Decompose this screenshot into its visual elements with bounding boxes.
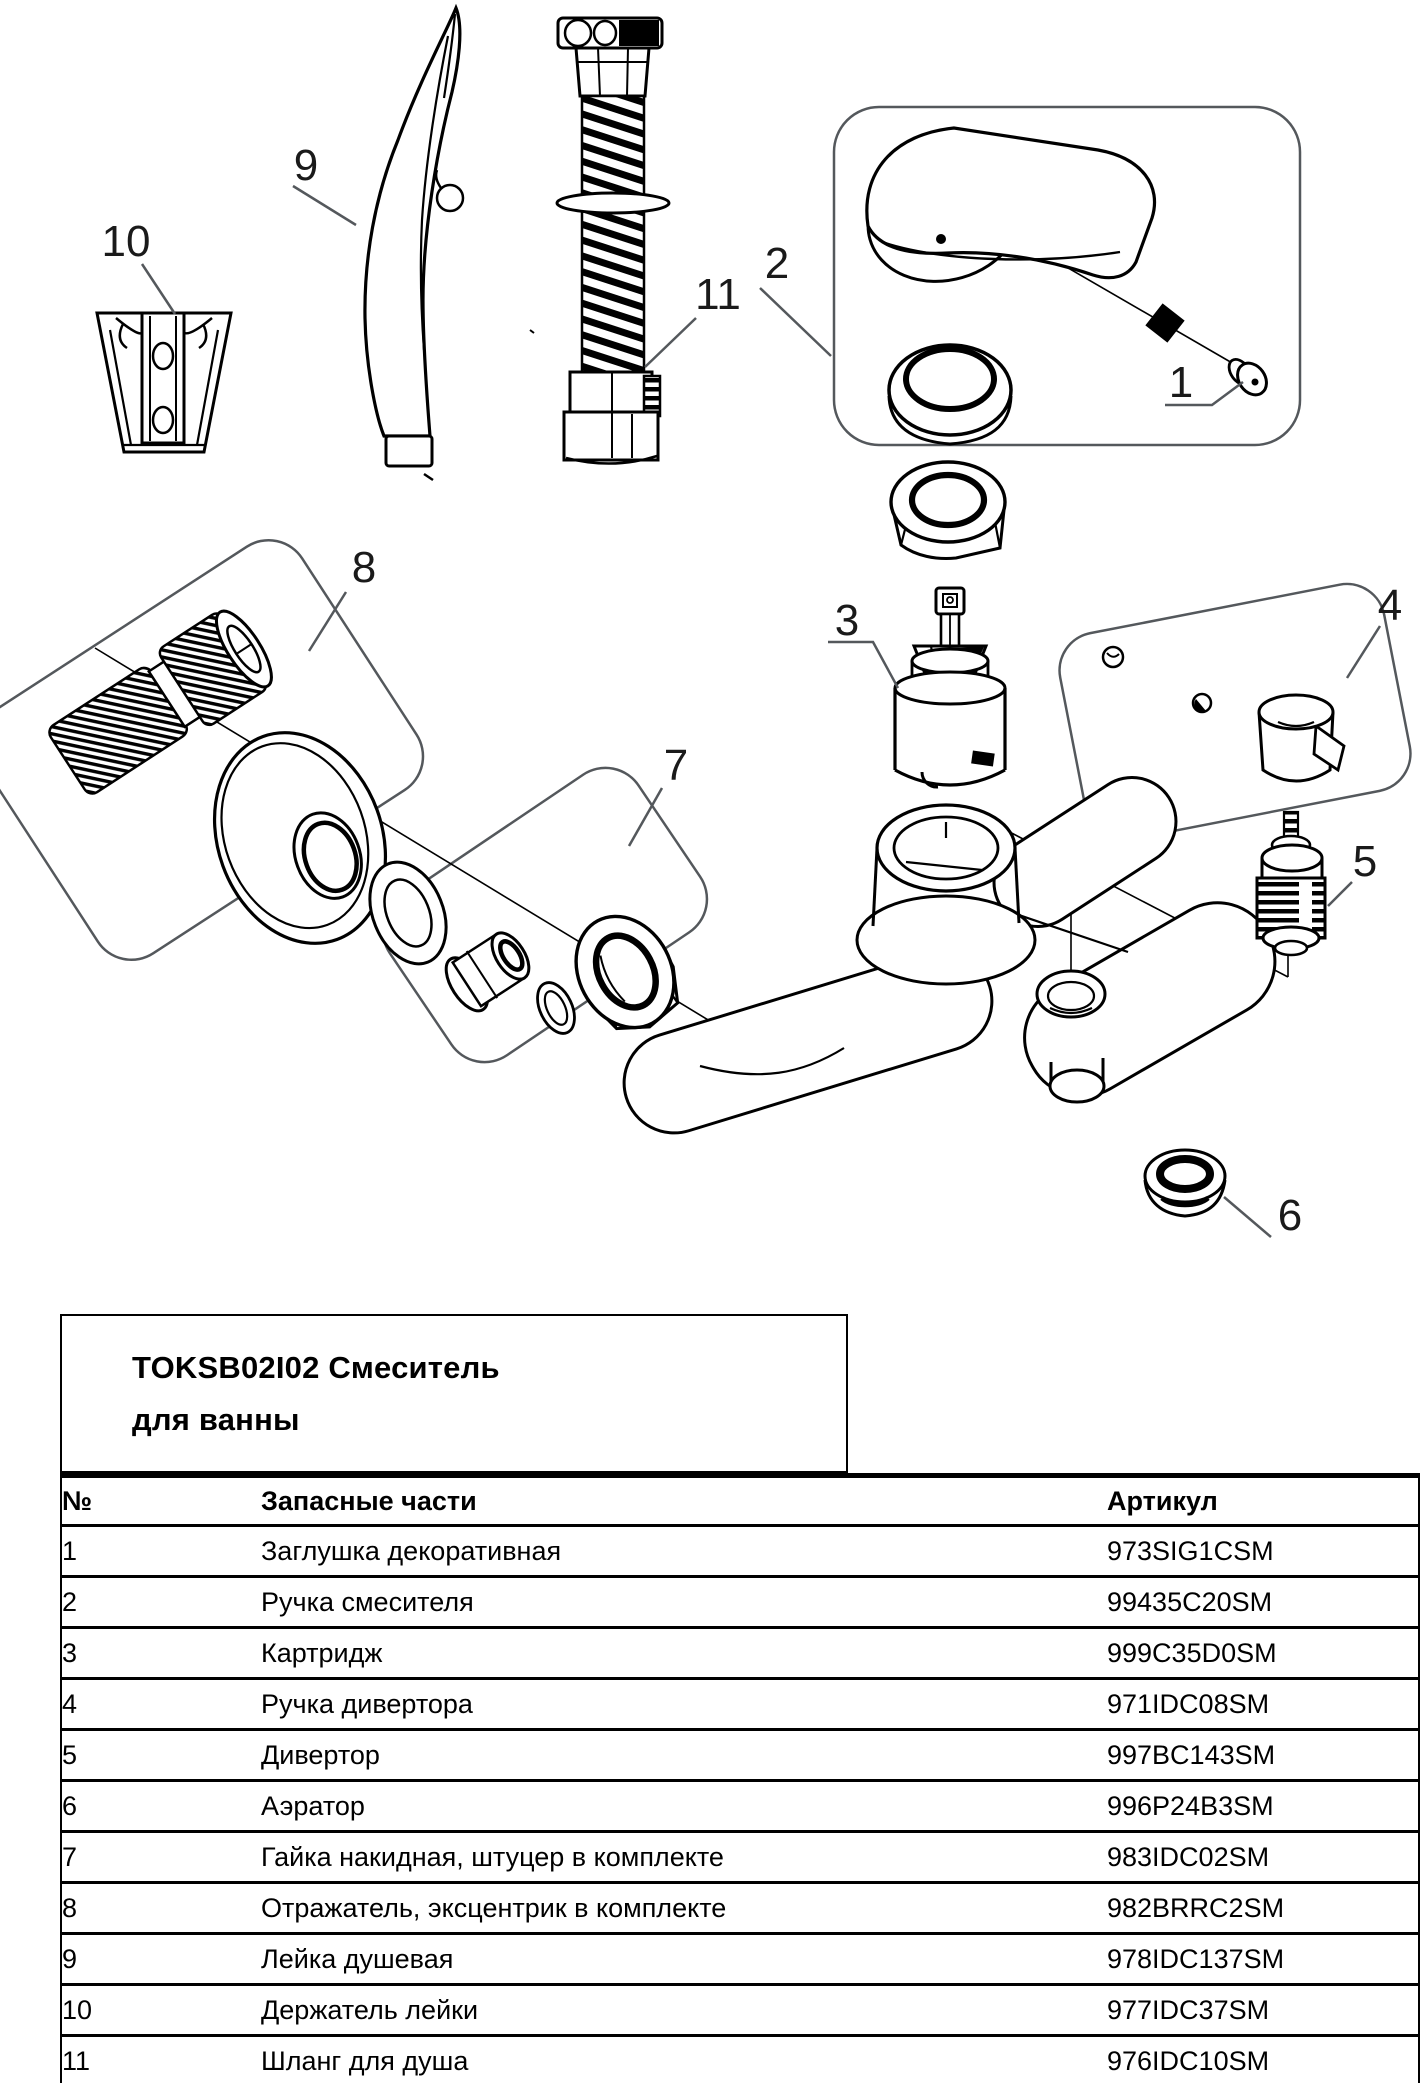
row-article: 977IDC37SM — [1107, 1994, 1270, 2025]
part-4-screws — [1103, 647, 1211, 712]
handle-lock-nut — [891, 462, 1005, 558]
callout-2: 2 — [764, 239, 790, 288]
row-num: 2 — [62, 1586, 78, 1617]
row-num: 10 — [62, 1994, 93, 2025]
leader-8 — [309, 592, 346, 651]
row-name: Гайка накидная, штуцер в комплекте — [261, 1841, 724, 1872]
callout-1: 1 — [1168, 358, 1194, 407]
row-article: 978IDC137SM — [1107, 1943, 1285, 1974]
row-name: Дивертор — [261, 1739, 380, 1770]
part-7-fitting — [438, 923, 539, 1017]
row-article: 999C35D0SM — [1107, 1637, 1277, 1668]
part-6-aerator — [1145, 1150, 1225, 1216]
callout-5: 5 — [1352, 837, 1378, 886]
row-name: Аэратор — [261, 1790, 365, 1821]
table-row — [61, 1679, 1419, 1730]
row-name: Заглушка декоративная — [261, 1535, 562, 1566]
leader-4 — [1347, 626, 1380, 678]
row-name: Ручка смесителя — [261, 1586, 474, 1617]
callout-10: 10 — [101, 217, 151, 266]
callout-7: 7 — [663, 741, 689, 790]
part-10-shower-holder — [97, 313, 231, 452]
row-article: 971IDC08SM — [1107, 1688, 1270, 1719]
part-11-shower-hose — [530, 18, 669, 464]
callout-9: 9 — [293, 141, 319, 190]
table-row — [61, 1934, 1419, 1985]
row-article: 997BC143SM — [1107, 1739, 1276, 1770]
table-row — [61, 2036, 1419, 2083]
part-7-cap-nut — [557, 899, 694, 1046]
part-3-cartridge — [895, 588, 1005, 787]
product-title-line2: для ванны — [132, 1402, 300, 1437]
leader-6 — [1224, 1197, 1271, 1237]
parts-table — [60, 1473, 1420, 2083]
product-title-box — [60, 1314, 848, 1473]
row-num: 9 — [62, 1943, 78, 1974]
row-name: Шланг для душа — [261, 2045, 469, 2076]
header-article: Артикул — [1107, 1485, 1218, 1516]
callout-6: 6 — [1277, 1191, 1303, 1240]
row-name: Держатель лейки — [261, 1994, 479, 2025]
table-row — [61, 1985, 1419, 2036]
row-num: 8 — [62, 1892, 78, 1923]
faucet-body — [612, 761, 1296, 1146]
leader-9 — [293, 186, 356, 225]
callout-11: 11 — [695, 270, 741, 319]
table-row — [61, 1883, 1419, 1934]
table-row — [61, 1730, 1419, 1781]
leader-11 — [645, 318, 696, 367]
row-name: Отражатель, эксцентрик в комплекте — [261, 1892, 727, 1923]
row-name: Ручка дивертора — [261, 1688, 473, 1719]
leader-10 — [142, 264, 175, 314]
row-article: 982BRRC2SM — [1107, 1892, 1285, 1923]
row-article: 983IDC02SM — [1107, 1841, 1270, 1872]
row-num: 7 — [62, 1841, 78, 1872]
row-article: 996P24B3SM — [1107, 1790, 1274, 1821]
callout-4: 4 — [1377, 581, 1403, 630]
header-num: № — [62, 1485, 93, 1516]
product-title-line1: TOKSB02I02 Смеситель — [132, 1350, 500, 1385]
row-num: 6 — [62, 1790, 78, 1821]
row-num: 3 — [62, 1637, 78, 1668]
table-row — [61, 1628, 1419, 1679]
part-4-diverter-knob — [1259, 695, 1344, 781]
row-num: 1 — [62, 1535, 78, 1566]
leader-5 — [1328, 882, 1352, 906]
table-row — [61, 1781, 1419, 1832]
row-article: 976IDC10SM — [1107, 2045, 1270, 2076]
row-article: 973SIG1CSM — [1107, 1535, 1274, 1566]
table-row — [61, 1577, 1419, 1628]
row-name: Картридж — [261, 1637, 383, 1668]
row-name: Лейка душевая — [261, 1943, 454, 1974]
row-article: 99435C20SM — [1107, 1586, 1273, 1617]
table-row — [61, 1526, 1419, 1577]
table-row — [61, 1832, 1419, 1883]
part-2-mixer-handle — [853, 128, 1155, 299]
row-num: 4 — [62, 1688, 78, 1719]
handle-base-ring — [889, 345, 1011, 444]
header-name: Запасные части — [261, 1485, 477, 1516]
o-ring — [530, 977, 582, 1039]
callout-8: 8 — [351, 543, 377, 592]
row-num: 5 — [62, 1739, 78, 1770]
leader-2 — [760, 288, 831, 356]
parts-table-header-row — [61, 1476, 1419, 1526]
leader-3 — [828, 642, 898, 688]
part-5-diverter — [1257, 812, 1325, 955]
callout-3: 3 — [834, 596, 860, 645]
row-num: 11 — [62, 2045, 91, 2076]
part-9-shower-head — [365, 8, 463, 480]
